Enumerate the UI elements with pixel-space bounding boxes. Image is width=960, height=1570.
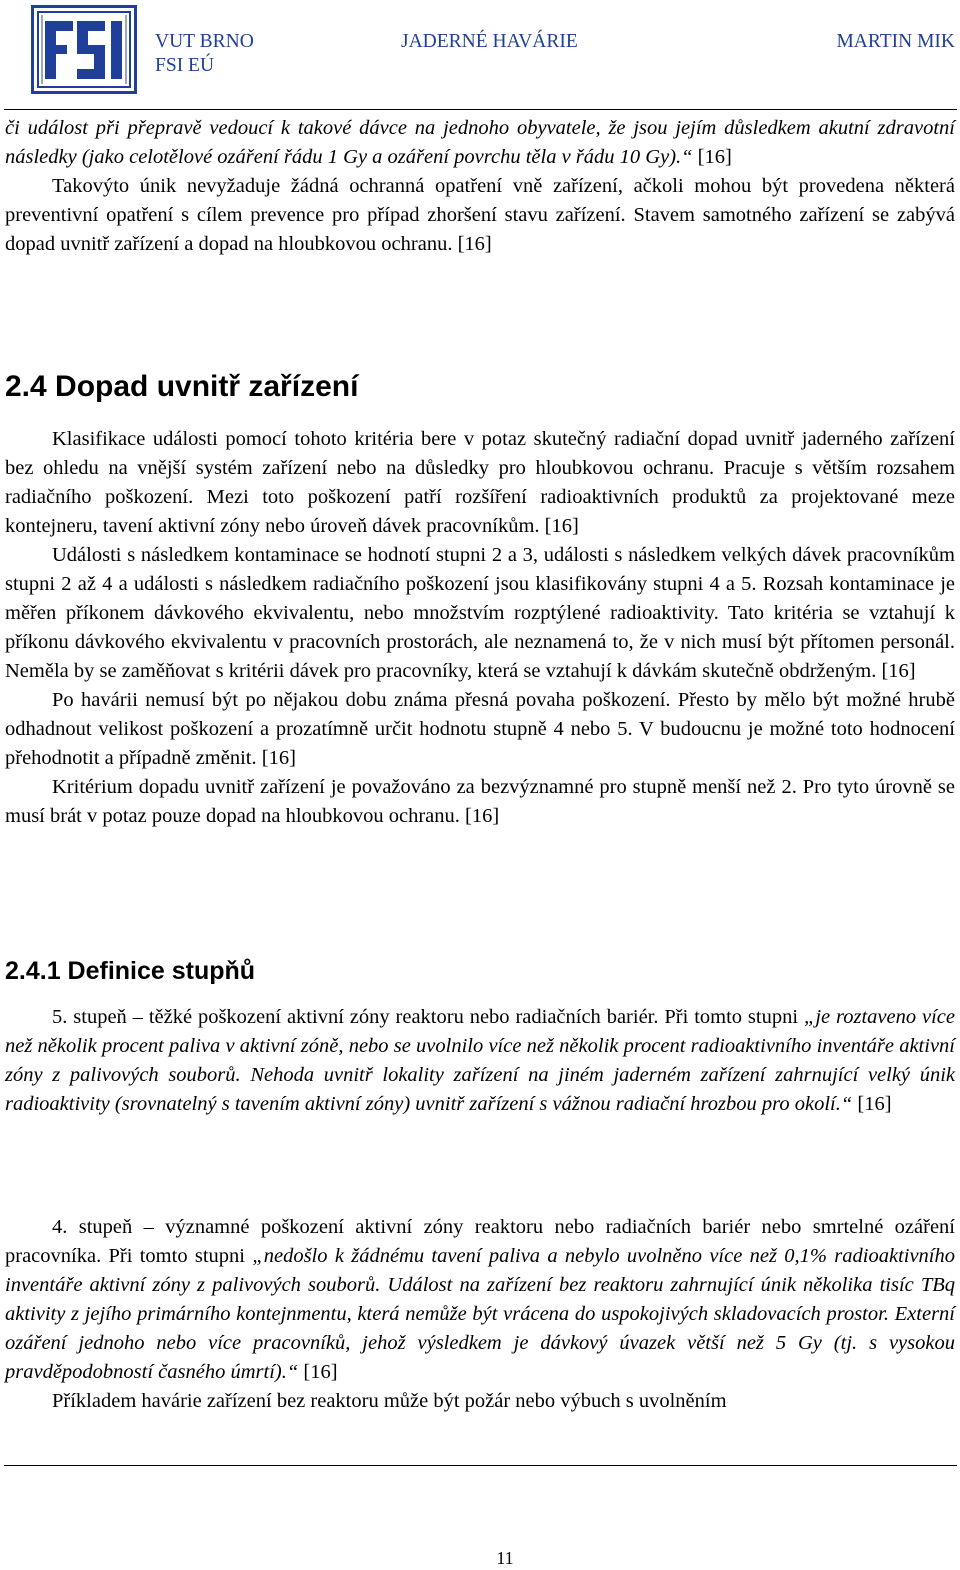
intro-reference: [16]: [692, 146, 732, 168]
level5-lead: 5. stupeň – těžké poškození aktivní zóny reaktoru nebo radiačních bariér. Při tomto stupni: [52, 1006, 804, 1028]
level4-lead: 4. stupeň – významné poškození aktivní zóny reaktoru nebo radiačních bariér nebo smrtelné ozáření pracovníka. Při tomto stupni: [5, 1216, 955, 1267]
section-2-4-paragraph-2: Události s následkem kontaminace se hodnotí stupni 2 a 3, události s následkem velkých dávek pracovníkům stupni 2 až 4 a události s následkem radiačního poškození jsou klasifikovány stupni 4 a 5. Rozsah kontaminace je měřen příkonem dávkového ekvivalentu, nebo množstvím rozptýlené radioaktivity. Tato kritéria se vztahují k příkonu dávkového ekvivalentu v pracovních prostorách, ale neznamená to, že v nich musí být přítomen personál. Neměla by se zaměňovat s kritérii dávek pro pracovníky, která se vztahují k dávkám skutečně obdrženým. [16]: [5, 544, 955, 682]
level4-quote: „nedošlo k žádnému tavení paliva a nebylo uvolněno více než 0,1% radioaktivního inventáře aktivní zóny z palivových souborů. Událost na zařízení bez reaktoru zahrnující únik několika tisíc TBq aktivity z jejího primárního kontejnmentu, která nemůže být vrácena do uspokojivých skladovacích prostor. Externí ozáření jednoho nebo více pracovníků, jehož výsledkem je dávkový úvazek větší než 5 Gy (tj. s vysokou pravděpodobností časného úmrtí).“: [5, 1245, 956, 1383]
section-2-4-paragraph-3: Po havárii nemusí být po nějakou dobu známa přesná povaha poškození. Přesto by mělo být možné hrubě odhadnout velikost poškození a prozatímně určit hodnotu stupně 4 nebo 5. V budoucnu je možné toto hodnocení přehodnotit a případně změnit. [16]: [5, 689, 955, 769]
intro-paragraph-1: či událost při přepravě vedoucí k takové dávce na jednoho obyvatele, že jsou jejím důsledkem akutní zdravotní následky (jako celotělové ozáření řádu 1 Gy a ozáření povrchu těla v řádu 10 Gy).“ [16]: [5, 117, 955, 168]
section-heading-2-4-1: 2.4.1 Definice stupňů: [5, 957, 256, 985]
header-institution-line2: FSI EÚ: [155, 55, 215, 76]
example-paragraph: Příkladem havárie zařízení bez reaktoru může být požár nebo výbuch s uvolněním: [52, 1390, 727, 1412]
level4-paragraph: [5, 1213, 955, 1387]
page-header: [0, 0, 960, 110]
section-2-4-paragraph-1: Klasifikace události pomocí tohoto kritéria bere v potaz skutečný radiační dopad uvnitř jaderného zařízení bez ohledu na vnější systém zařízení nebo na důsledky pro hloubkovou ochranu. Pracuje s větším rozsahem radiačního poškození. Mezi toto poškození patří rozšíření radioaktivních produktů za projektované meze kontejneru, tavení aktivní zóny nebo úroveň dávek pracovníkům. [16]: [5, 428, 955, 537]
level5-quote: „je roztaveno více než několik procent paliva v aktivní zóně, nebo se uvolnilo více než několik procent radioaktivního inventáře aktivní zóny z palivových souborů. Nehoda uvnitř lokality zařízení na jiném jaderném zařízení zahrnující velký únik radioaktivity (srovnatelný s tavením aktivní zóny) uvnitř zařízení s vážnou radiační hrozbou pro okolí.“: [5, 1006, 955, 1115]
section-2-4-body: [5, 425, 955, 831]
section-2-4-paragraph-4: Kritérium dopadu uvnitř zařízení je považováno za bezvýznamné pro stupně menší než 2. Pro tyto úrovně se musí brát v potaz pouze dopad na hloubkovou ochranu. [16]: [5, 776, 955, 827]
header-institution: [155, 30, 254, 78]
header-title: JADERNÉ HAVÁRIE: [401, 31, 578, 52]
page-number: 11: [496, 1548, 514, 1568]
section-heading-2-4: 2.4 Dopad uvnitř zařízení: [5, 370, 359, 403]
level5-paragraph: [5, 1003, 955, 1119]
intro-paragraph-2: Takovýto únik nevyžaduje žádná ochranná opatření vně zařízení, ačkoli mohou být provedena některá preventivní opatření s cílem prevence pro případ zhoršení stavu zařízení. Stavem samotného zařízení se zabývá dopad uvnitř zařízení a dopad na hloubkovou ochranu. [16]: [5, 175, 955, 255]
intro-text: [5, 114, 955, 259]
footer-divider: [4, 1465, 957, 1466]
intro-italic-quote: či událost při přepravě vedoucí k takové dávce na jednoho obyvatele, že jsou jejím důsledkem akutní zdravotní následky (jako celotělové ozáření řádu 1 Gy a ozáření povrchu těla v řádu 10 Gy).: [5, 117, 955, 168]
level5-reference: [16]: [852, 1093, 892, 1115]
level4-reference: [16]: [298, 1361, 338, 1383]
fsi-logo: [31, 5, 137, 94]
header-author: MARTIN MIK: [836, 31, 955, 52]
section-2-4-1-level4: [5, 1213, 955, 1416]
header-institution-line1: VUT BRNO: [155, 31, 254, 52]
section-2-4-1-level5: [5, 1003, 955, 1119]
header-divider: [4, 109, 957, 110]
